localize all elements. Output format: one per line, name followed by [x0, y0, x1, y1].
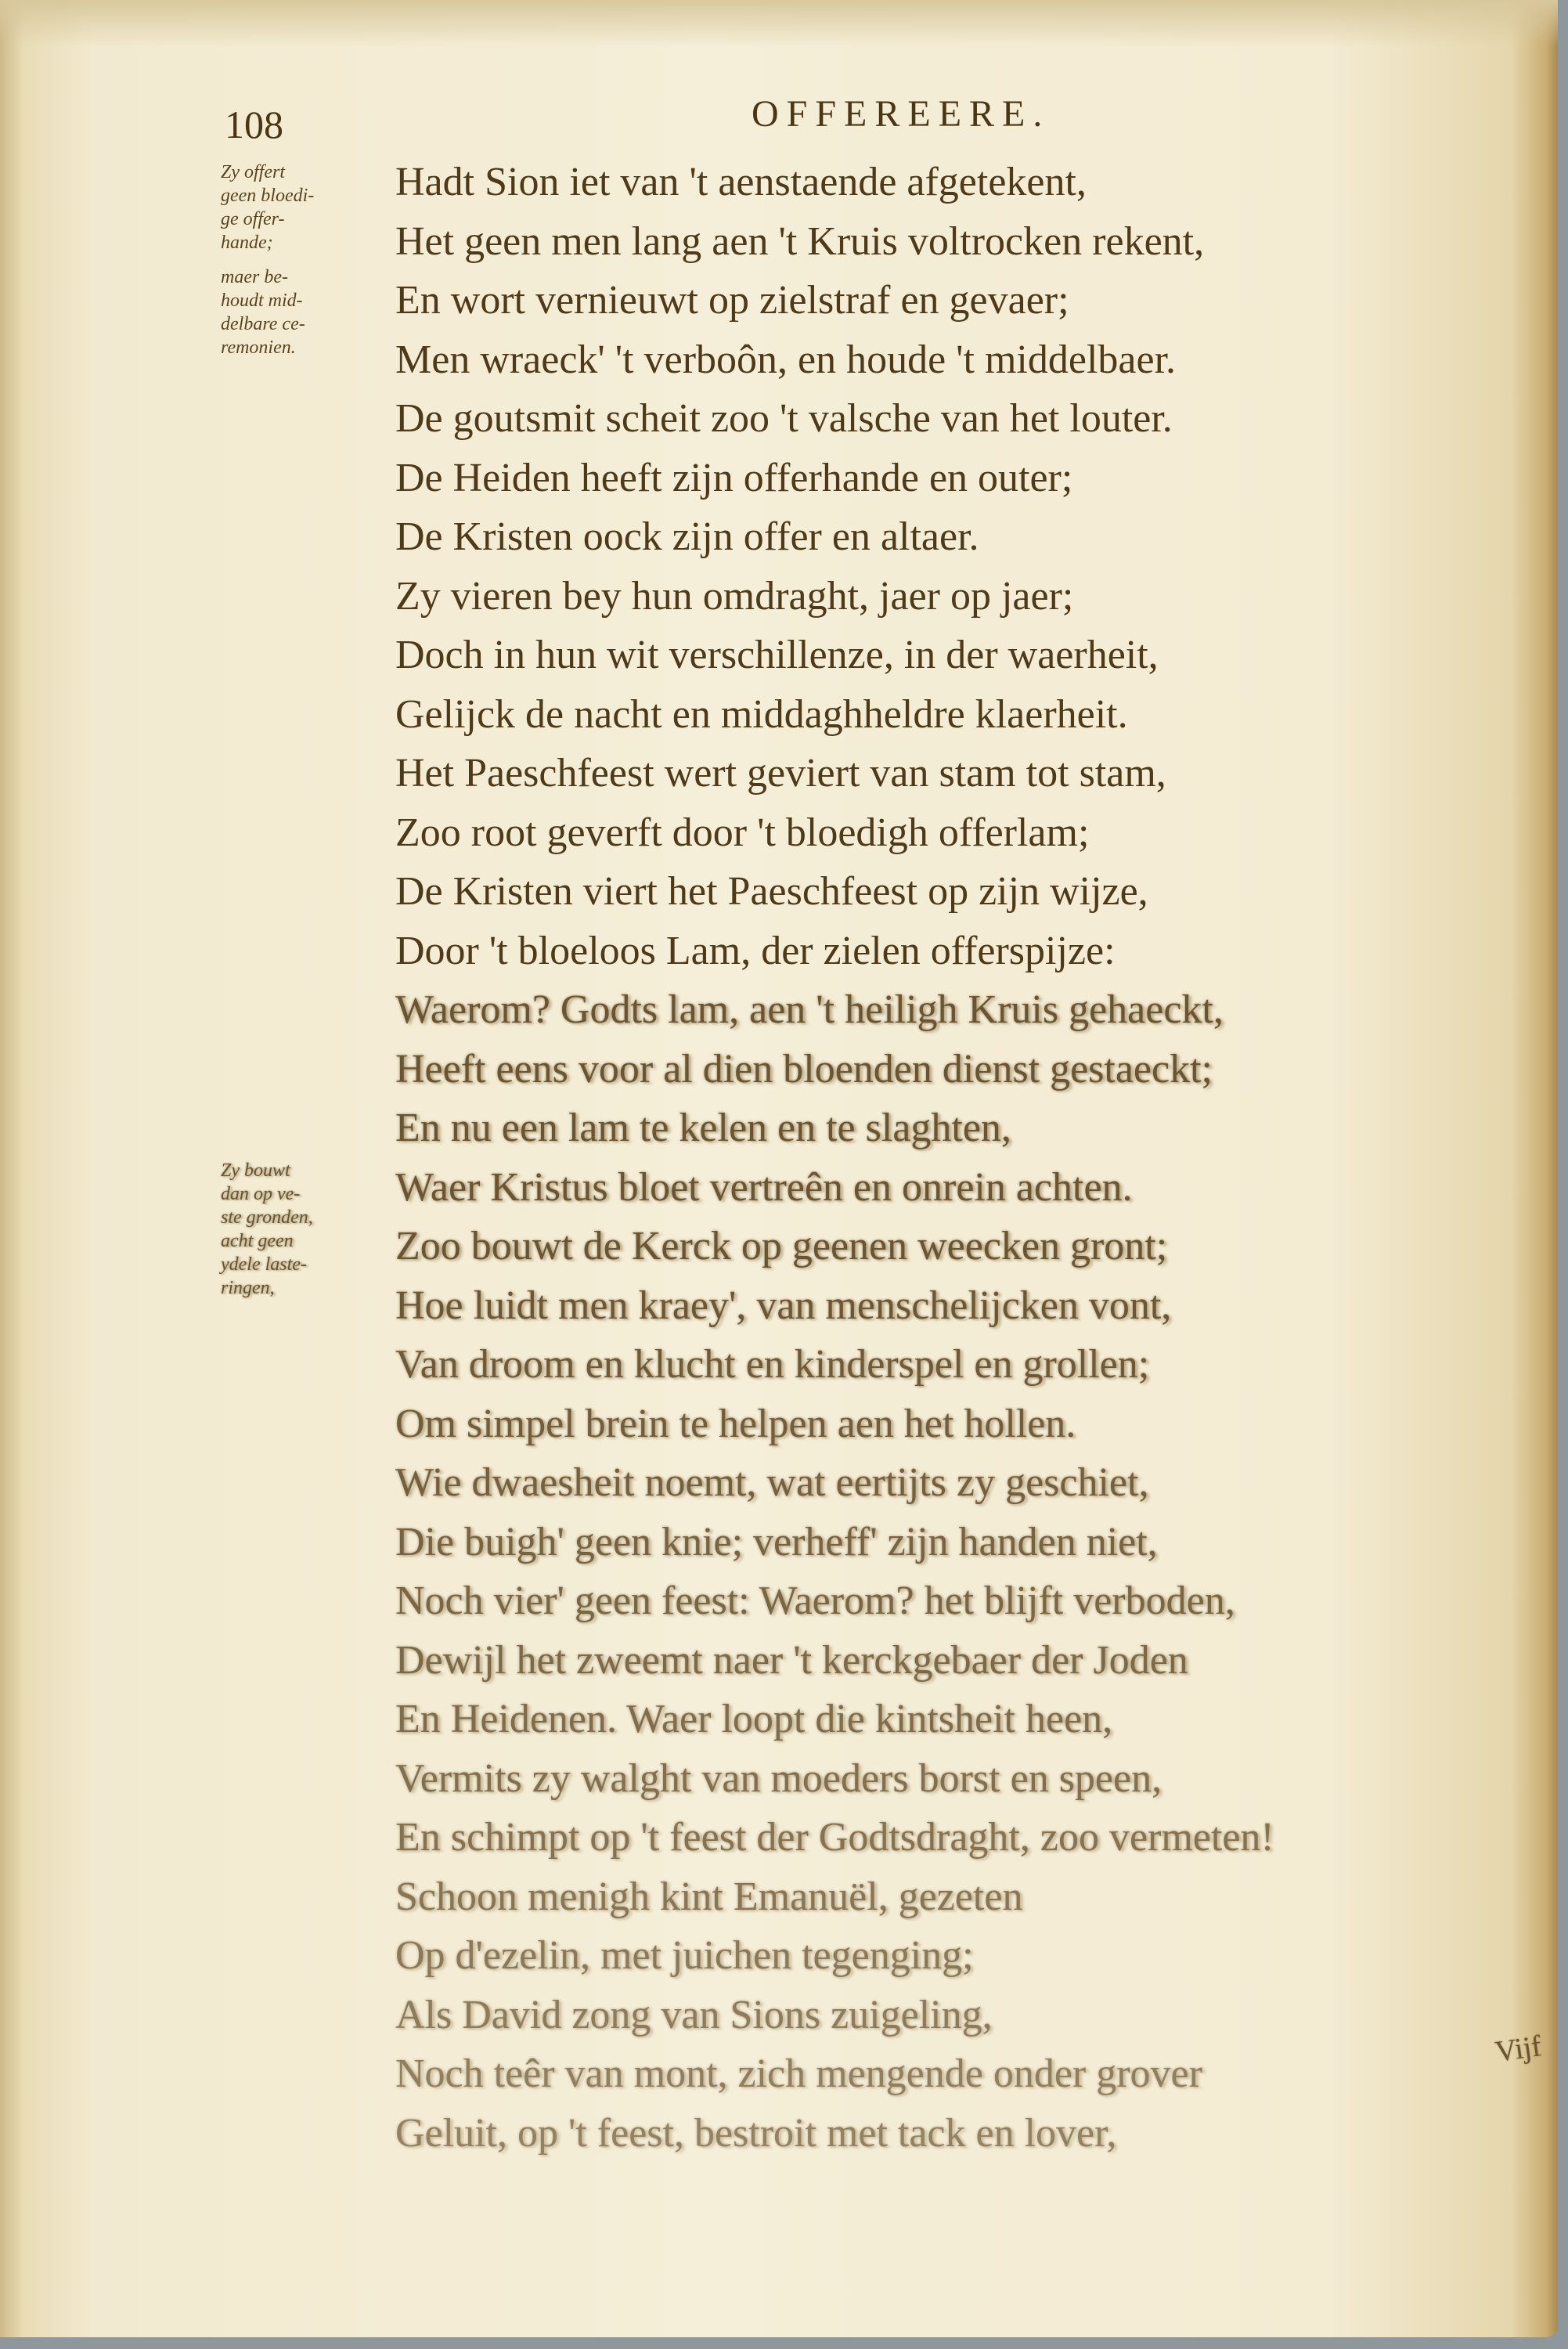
verse-line: De Kristen viert het Paeschfeest op zijn wijze, — [395, 869, 1148, 914]
verse-line: Gelijck de nacht en middaghheldre klaerheit. — [395, 691, 1128, 737]
catchword: Vijf — [1493, 2030, 1544, 2069]
verse-line: Hoe luidt men kraey', van menschelijcken vont, — [395, 1283, 1172, 1328]
verse-line: Geluit, op 't feest, bestroit met tack en lover, — [395, 2110, 1117, 2156]
note-line: dan op ve- — [221, 1184, 301, 1204]
verse-line: Noch teêr van mont, zich mengende onder grover — [395, 2051, 1202, 2096]
verse-line: Het Paeschfeest wert geviert van stam tot stam, — [395, 751, 1166, 796]
verse-line: Om simpel brein te helpen aen het hollen. — [395, 1401, 1076, 1446]
note-line: remonien. — [221, 337, 296, 358]
verse-text — [395, 153, 1554, 2163]
note-line: Zy offert — [221, 162, 285, 182]
verse-line: En Heidenen. Waer loopt die kintsheit heen, — [395, 1697, 1113, 1741]
verse-line: Wie dwaesheit noemt, wat eertijts zy geschiet, — [395, 1460, 1149, 1505]
verse-line: Op d'ezelin, met juichen tegenging; — [395, 1933, 974, 1978]
marginal-note — [221, 161, 393, 359]
note-line: maer be- — [221, 267, 288, 287]
verse-line: De Heiden heeft zijn offerhande en outer; — [395, 455, 1073, 500]
verse-line: En wort vernieuwt op zielstraf en gevaer; — [395, 278, 1069, 323]
note-line: geen bloedi- — [221, 186, 315, 206]
verse-line: De goutsmit scheit zoo 't valsche van het louter. — [395, 396, 1173, 441]
verse-line: Van droom en klucht en kinderspel en grollen; — [395, 1342, 1150, 1387]
note-line: acht geen — [221, 1231, 294, 1251]
note-line: ge offer- — [221, 209, 285, 229]
verse-line: Het geen men lang aen 't Kruis voltrocken rekent, — [395, 218, 1205, 264]
verse-line: En schimpt op 't feest der Godtsdraght, zoo vermeten! — [395, 1815, 1274, 1860]
note-line: hande; — [221, 233, 273, 253]
note-line: Zy bouwt — [221, 1160, 290, 1181]
verse-line: De Kristen oock zijn offer en altaer. — [395, 514, 979, 559]
verse-line: Hadt Sion iet van 't aenstaende afgetekent, — [395, 160, 1087, 204]
verse-line: Waer Kristus bloet vertreên en onrein achten. — [395, 1164, 1133, 1210]
note-line: houdt mid- — [221, 290, 303, 311]
verse-line: En nu een lam te kelen en te slaghten, — [395, 1106, 1011, 1150]
page-shadow — [0, 0, 1558, 47]
verse-line: Noch vier' geen feest: Waerom? het blijft verboden, — [395, 1579, 1235, 1623]
verse-line: Schoon menigh kint Emanuël, gezeten — [395, 1874, 1023, 1919]
verse-line: Heeft eens voor al dien bloenden dienst gestaeckt; — [395, 1046, 1213, 1092]
note-line: ste gronden, — [221, 1207, 313, 1228]
verse-line: Door 't bloeloos Lam, der zielen offerspijze: — [395, 928, 1116, 973]
verse-line: Doch in hun wit verschillenze, in der waerheit, — [395, 633, 1159, 677]
note-line: ydele laste- — [221, 1254, 307, 1275]
verse-line: Waerom? Godts lam, aen 't heiligh Kruis gehaeckt, — [395, 987, 1224, 1032]
verse-line: Zy vieren bey hun omdraght, jaer op jaer; — [395, 573, 1074, 619]
verse-line: Zoo root geverft door 't bloedigh offerlam; — [395, 810, 1090, 855]
marginal-note — [221, 1159, 393, 1300]
verse-line: Vermits zy walght van moeders borst en speen, — [395, 1755, 1162, 1801]
verse-line: Zoo bouwt de Kerck op geenen weecken gront; — [395, 1224, 1168, 1268]
running-head: OFFEREERE. — [752, 93, 1051, 135]
page-number: 108 — [225, 103, 283, 146]
note-line: delbare ce- — [221, 314, 305, 334]
verse-line: Die buigh' geen knie; verheff' zijn handen niet, — [395, 1519, 1158, 1564]
verse-line: Dewijl het zweemt naer 't kerckgebaer der Joden — [395, 1637, 1188, 1683]
note-line: ringen, — [221, 1278, 275, 1298]
verse-line: Men wraeck' 't verboôn, en houde 't middelbaer. — [395, 337, 1177, 382]
verse-line: Als David zong van Sions zuigeling, — [395, 1992, 993, 2037]
